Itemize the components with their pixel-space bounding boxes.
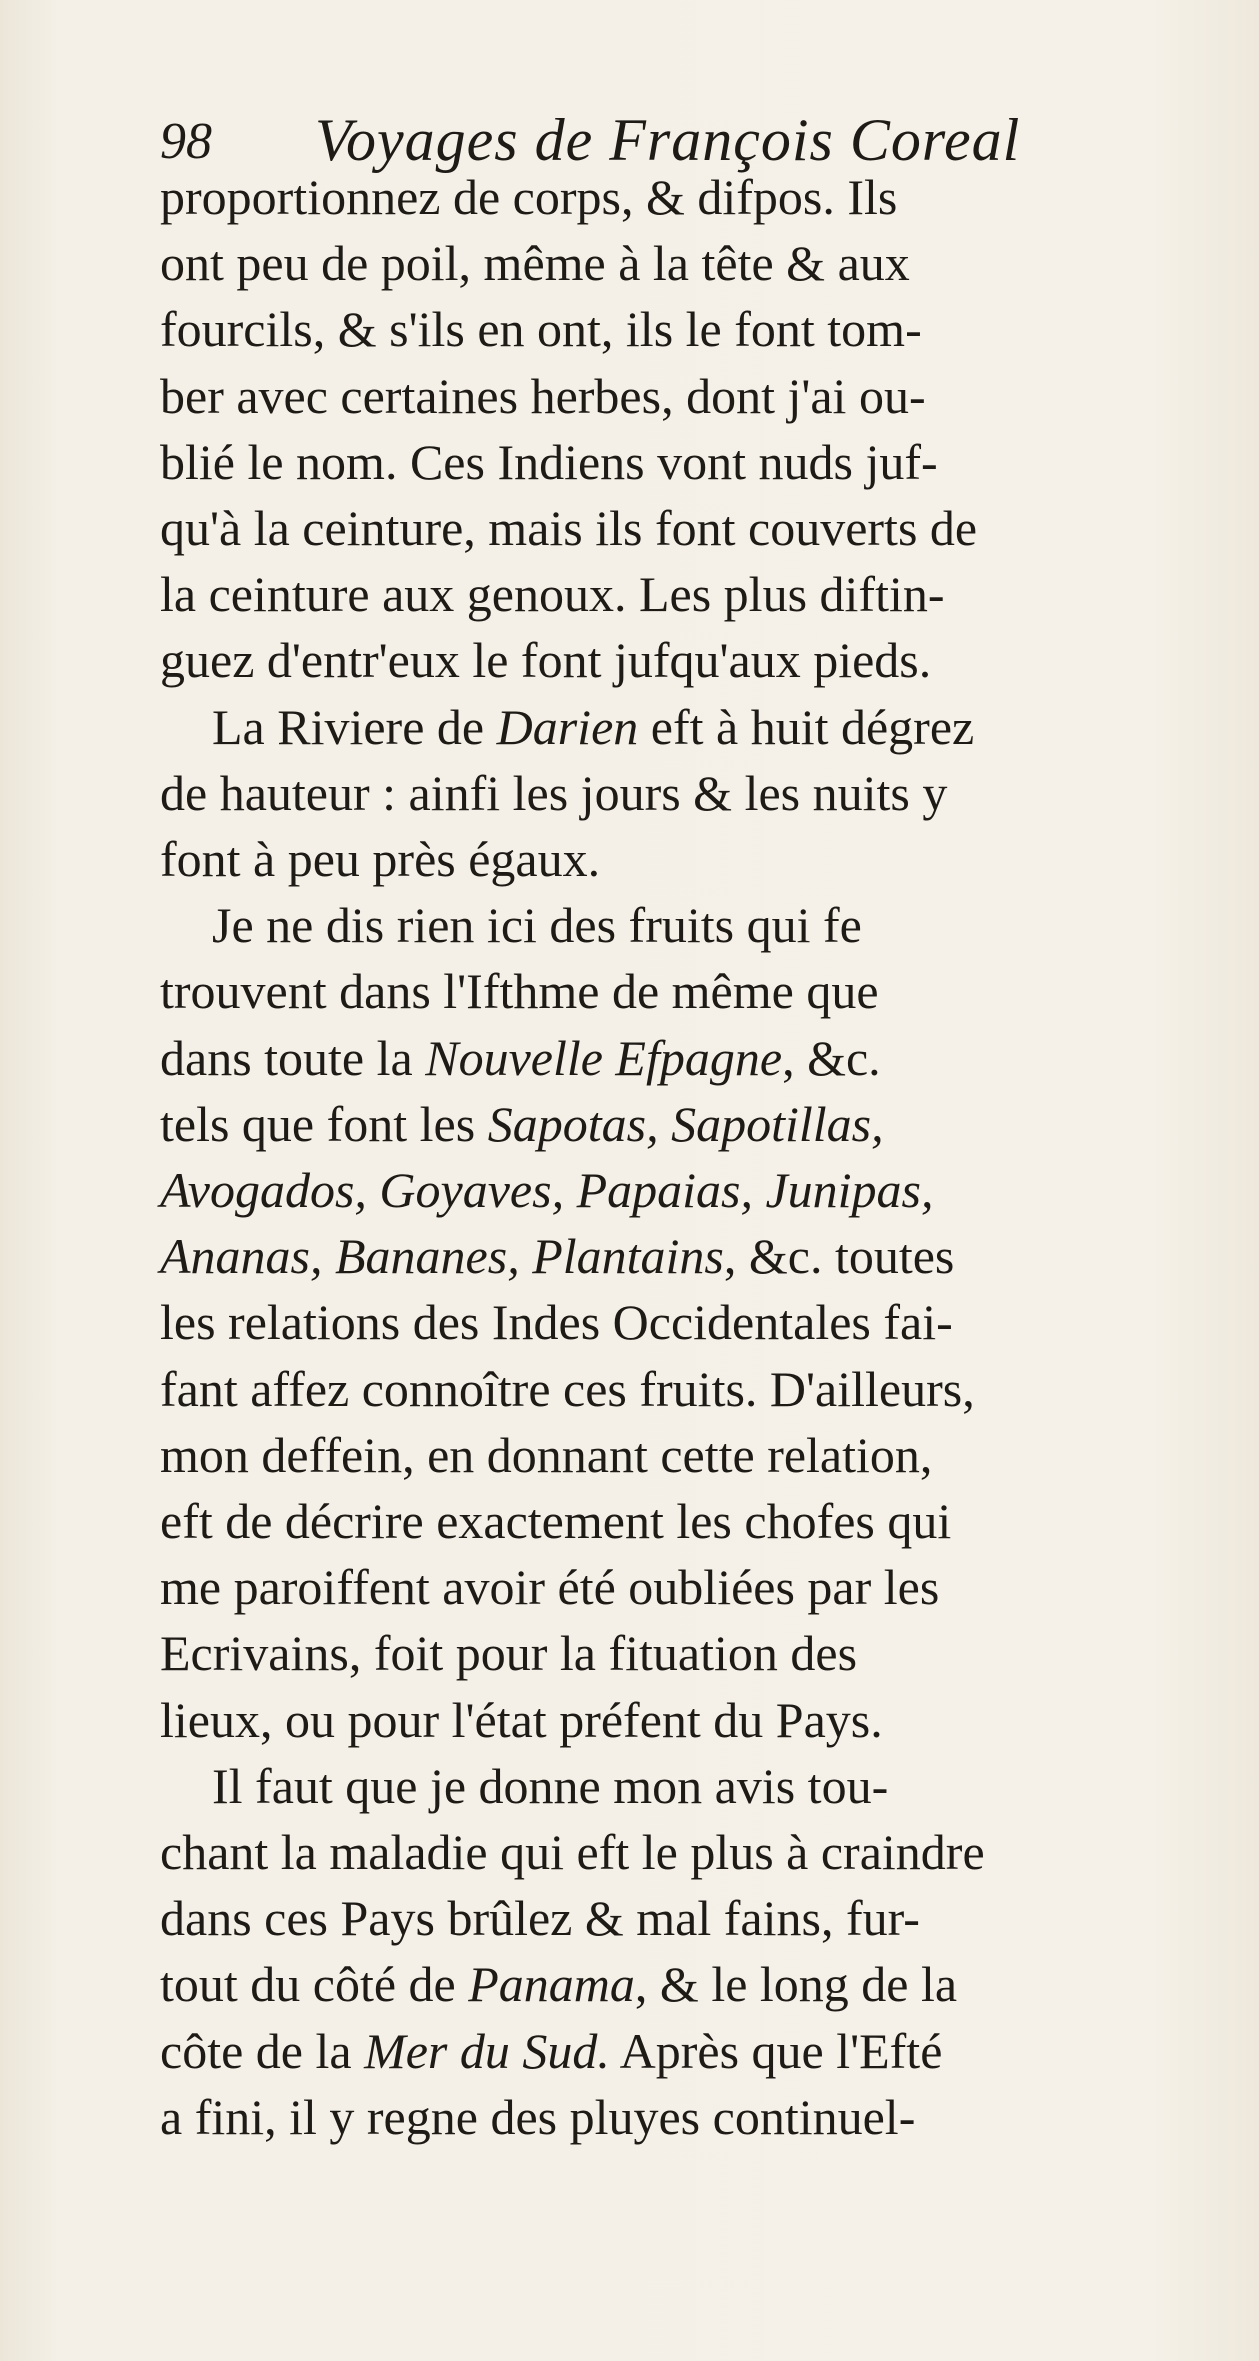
text-run: La Riviere de xyxy=(212,698,497,755)
text-run: eft de décrire exactement les chofes qui xyxy=(160,1493,952,1549)
text-line xyxy=(160,1823,1100,1885)
text-run: fourcils, & s'ils en ont, ils le font tom- xyxy=(160,301,922,358)
text-line xyxy=(160,499,1100,561)
running-head: Voyages de François Coreal xyxy=(315,107,1021,173)
text-line xyxy=(160,1360,1100,1422)
italic-text: Sapotas, Sapotillas, xyxy=(487,1095,884,1152)
text-line xyxy=(212,1757,1100,1819)
text-line xyxy=(160,1691,1100,1753)
text-line xyxy=(160,367,1100,429)
italic-text: Panama xyxy=(468,1956,635,2013)
italic-text: Avogados, Goyaves, Papaias, Junipas, xyxy=(160,1162,934,1218)
text-run: la ceinture aux genoux. Les plus diftin- xyxy=(160,566,945,623)
text-run: blié le nom. Ces Indiens vont nuds juf- xyxy=(160,433,938,490)
text-line xyxy=(160,300,1100,362)
text-line xyxy=(160,1624,1100,1686)
text-run: ber avec certaines herbes, dont j'ai ou- xyxy=(160,367,926,424)
text-line xyxy=(160,1161,1100,1223)
text-line xyxy=(160,2088,1100,2150)
text-line xyxy=(160,433,1100,495)
text-line xyxy=(160,1889,1100,1951)
text-run: Je ne dis rien ici des fruits qui fe xyxy=(212,897,862,954)
text-line xyxy=(160,1558,1100,1620)
text-run: , &c. toutes xyxy=(723,1228,955,1285)
text-run: ont peu de poil, même à la tête & aux xyxy=(160,235,910,292)
text-line xyxy=(160,1227,1100,1289)
italic-text: Mer du Sud. xyxy=(364,2022,610,2079)
text-run: côte de la xyxy=(160,2022,365,2079)
text-run: font à peu près égaux. xyxy=(160,831,601,887)
text-run: Après que l'Efté xyxy=(609,2022,943,2079)
text-run: fant affez connoître ces fruits. D'ailleurs, xyxy=(160,1360,975,1417)
text-line xyxy=(212,698,1100,760)
text-line xyxy=(212,896,1100,958)
text-run: les relations des Indes Occidentales fai- xyxy=(160,1294,953,1351)
italic-text: Ananas, Bananes, Plantains xyxy=(160,1228,724,1285)
text-run: Ecrivains, foit pour la fituation des xyxy=(160,1625,858,1682)
text-line xyxy=(160,234,1100,296)
text-run: dans ces Pays brûlez & mal fains, fur- xyxy=(160,1890,920,1947)
text-run: a fini, il y regne des pluyes continuel- xyxy=(160,2088,916,2145)
text-run: tout du côté de xyxy=(160,1956,469,2013)
text-run: , &c. xyxy=(782,1029,881,1086)
text-run: Il faut que je donne mon avis tou- xyxy=(212,1757,889,1814)
text-run: qu'à la ceinture, mais ils font couverts de xyxy=(160,500,978,556)
text-line xyxy=(160,168,1100,230)
text-run: tels que font les xyxy=(160,1095,488,1152)
text-line xyxy=(160,1492,1100,1554)
text-line xyxy=(160,2022,1100,2084)
text-run: guez d'entr'eux le font jufqu'aux pieds. xyxy=(160,632,932,689)
text-line xyxy=(160,830,1100,892)
text-run: dans toute la xyxy=(160,1029,426,1086)
text-run: proportionnez de corps, & difpos. Ils xyxy=(160,169,898,225)
text-run: de hauteur : ainfi les jours & les nuits y xyxy=(160,764,948,821)
text-run: me paroiffent avoir été oubliées par les xyxy=(160,1559,940,1616)
text-run: chant la maladie qui eft le plus à craindre xyxy=(160,1824,985,1880)
text-run: , & le long de la xyxy=(634,1956,958,2013)
text-line xyxy=(160,565,1100,627)
text-run: lieux, ou pour l'état préfent du Pays. xyxy=(160,1691,883,1748)
text-run: trouvent dans l'Ifthme de même que xyxy=(160,963,879,1020)
text-line xyxy=(160,1426,1100,1488)
text-line xyxy=(160,962,1100,1024)
text-line xyxy=(160,631,1100,693)
text-line xyxy=(160,1293,1100,1355)
page-number: 98 xyxy=(160,113,212,170)
text-line xyxy=(160,764,1100,826)
text-line xyxy=(160,1955,1100,2017)
text-run: mon deffein, en donnant cette relation, xyxy=(160,1426,933,1483)
italic-text: Darien xyxy=(496,698,639,755)
text-run: eft à huit dégrez xyxy=(638,698,975,755)
text-line xyxy=(160,1029,1100,1091)
italic-text: Nouvelle Efpagne xyxy=(425,1029,783,1086)
text-line xyxy=(160,1095,1100,1157)
